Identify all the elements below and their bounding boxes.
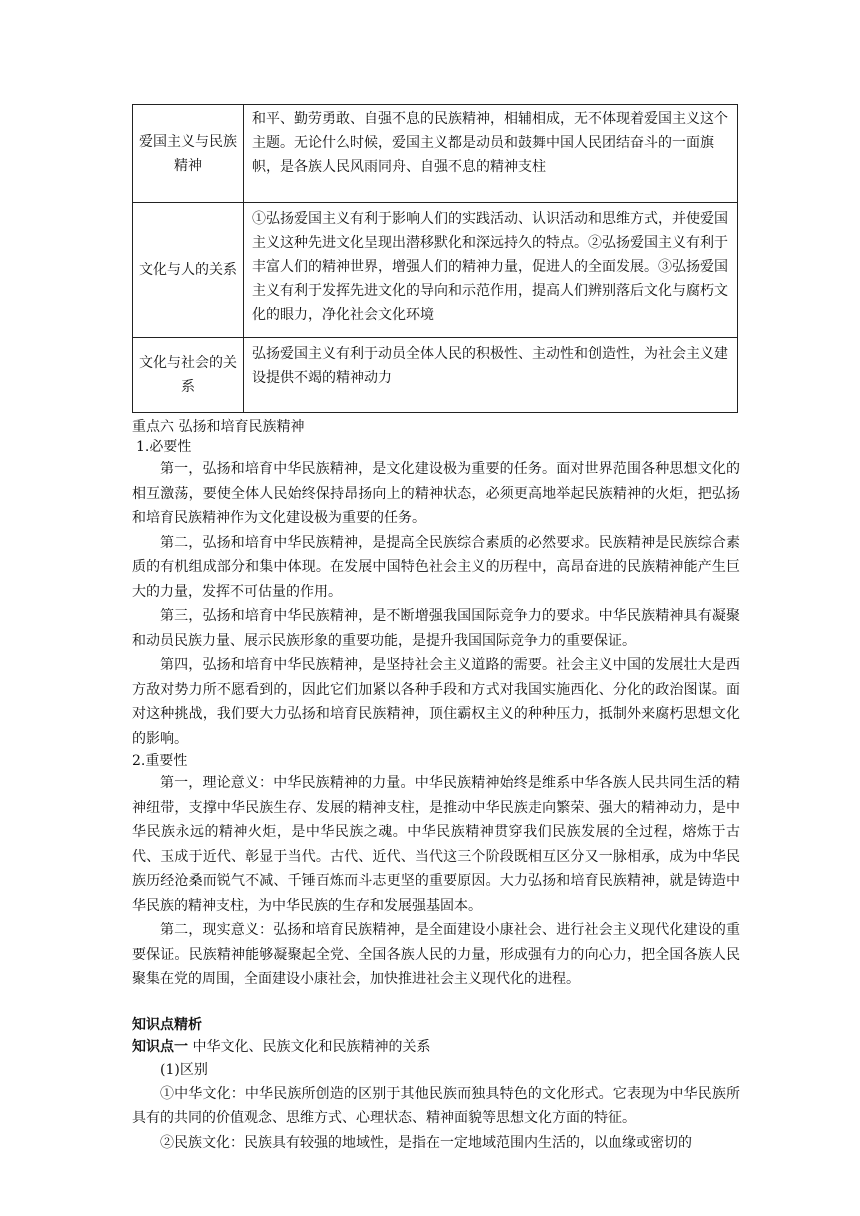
knowledge-paragraph: ①中华文化：中华民族所创造的区别于其他民族而独具特色的文化形式。它表现为中华民族所具有的共同的价值观念、思维方式、心理状态、精神面貌等思想文化方面的特征。 [132,1085,740,1126]
table-row-content: ①弘扬爱国主义有利于影响人们的实践活动、认识活动和思维方式，并使爱国主义这种先进文化呈现出潜移默化和深远持久的特点。②弘扬爱国主义有利于丰富人们的精神世界，增强人们的精神力量，促进人的全面发展。③弘扬爱国主义有利于发挥先进文化的导向和示范作用，提高人们辨别落后文化与腐朽文化的眼力，净化社会文化环境 [244,203,738,338]
document-page [132,104,740,1155]
table-row-content: 弘扬爱国主义有利于动员全体人民的积极性、主动性和创造性，为社会主义建设提供不竭的精神动力 [244,338,738,413]
table-row [133,105,738,203]
knowledge-point-text: 中华文化、民族文化和民族精神的关系 [192,1038,431,1055]
necessity-heading: 1.必要性 [136,439,192,455]
importance-heading: 2.重要性 [132,753,188,769]
knowledge-heading: 知识点精析 [132,1016,202,1033]
necessity-paragraph: 第一，弘扬和培育中华民族精神，是文化建设极为重要的任务。面对世界范围各种思想文化的相互激荡，要使全体人民始终保持昂扬向上的精神状态，必须更高地举起民族精神的火炬，把弘扬和培育民族精神作为文化建设极为重要的任务。 [132,461,740,526]
knowledge-point-title [132,1036,740,1058]
section-heading: 重点六 弘扬和培育民族精神 [132,419,305,435]
table-row-label: 文化与社会的关系 [133,338,244,413]
importance-paragraph: 第二，现实意义：弘扬和培育民族精神，是全面建设小康社会、进行社会主义现代化建设的重要保证。民族精神能够凝聚起全党、全国各族人民的力量，形成强有力的向心力，把全国各族人民聚集在党的周围，全面建设小康社会，加快推进社会主义现代化的进程。 [132,922,740,987]
table-row-label: 文化与人的关系 [133,203,244,338]
table-row [133,203,738,338]
necessity-paragraph: 第二，弘扬和培育中华民族精神，是提高全民族综合素质的必然要求。民族精神是民族综合素质的有机组成部分和集中体现。在发展中国特色社会主义的历程中，高昂奋进的民族精神能产生巨大的力量，发挥不可估量的作用。 [132,534,740,600]
table-row-label: 爱国主义与⺠族精神 [133,105,244,203]
necessity-paragraph: 第四，弘扬和培育中华民族精神，是坚持社会主义道路的需要。社会主义中国的发展壮大是西方敌对势力所不愿看到的，因此它们加紧以各种手段和方式对我国实施西化、分化的政治图谋。面对这种挑战，我们要大力弘扬和培育民族精神，顶住霸权主义的种种压力，抵制外来腐朽思想文化的影响。 [132,657,740,747]
knowledge-item: (1)区别 [160,1061,208,1078]
patriotism-table [132,104,738,413]
knowledge-paragraph: ②民族文化：民族具有较强的地域性，是指在一定地域范围内生活的，以血缘或密切的 [160,1134,692,1151]
necessity-paragraph: 第三，弘扬和培育中华民族精神，是不断增强我国国际竞争力的要求。中华民族精神具有凝聚和动员民族力量、展示民族形象的重要功能，是提升我国国际竞争力的重要保证。 [132,608,740,649]
spacer [132,992,740,1014]
table-row [133,338,738,413]
importance-paragraph: 第一，理论意义：中华民族精神的力量。中华民族精神始终是维系中华各族人民共同生活的精神纽带，支撑中华民族生存、发展的精神支柱，是推动中华民族走向繁荣、强大的精神动力，是中华民族永远的精神火炬，是中华民族之魂。中华民族精神贯穿我们民族发展的全过程，熔炼于古代、玉成于近代、彰显于当代。古代、近代、当代这三个阶段既相互区分又一脉相承，成为中华民族历经沧桑而锐气不减、千锤百炼而斗志更坚的重要原因。大力弘扬和培育民族精神，就是铸造中华民族的精神支柱，为中华民族的生存和发展强基固本。 [132,775,740,914]
knowledge-point-label: 知识点一 [132,1038,188,1055]
table-row-content: 和平、勤劳勇敢、自强不息的民族精神，相辅相成，无不体现着爱国主义这个主题。无论什么时候，爱国主义都是动员和鼓舞中国人民团结奋斗的一面旗帜，是各族人民风雨同舟、自强不息的精神支柱 [244,105,738,203]
